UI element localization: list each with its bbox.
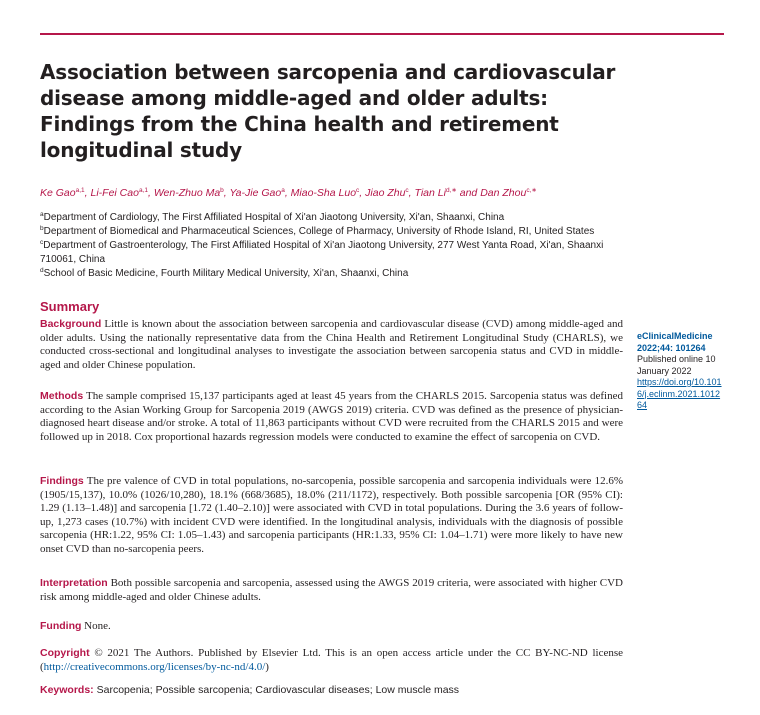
journal-volume: 2022;44: 101264 [637,342,706,353]
affiliation: $^c$Department of Gastroenterology, The First Affiliated Hospital of Xi'an Jiaotong University, 277 West Yanta Road, Xi'an, Shaanxi 710061, China [40,238,604,265]
header-rule [40,33,724,35]
copyright-text-end: ) [265,660,269,673]
author-affiliation-marker: c [356,187,360,194]
findings-label: Findings [40,475,84,487]
license-link[interactable]: http://creativecommons.org/licenses/by-nc-nd/4.0/ [43,660,266,673]
author-affiliation-marker: a,1 [75,187,85,194]
author-name[interactable]: Tian Li [414,187,446,199]
affiliation: $^a$Department of Cardiology, The First Affiliated Hospital of Xi'an Jiaotong University, Xi'an, Shaanxi, China [40,211,505,223]
author-name[interactable]: Ke Gao [40,187,76,199]
author-name[interactable]: Jiao Zhu [365,187,406,199]
findings-paragraph [40,475,623,557]
author-name[interactable]: Ya-Jie Gao [229,187,282,199]
funding-paragraph [40,620,623,634]
methods-label: Methods [40,390,84,402]
keywords-label: Keywords: [40,684,94,696]
interpretation-paragraph [40,577,623,604]
methods-text: The sample comprised 15,137 participants aged at least 45 years from the CHARLS 2015. Sarcopenia status was defined according to the Asian Working Group for Sarcopenia 2019 (AWGS 2019) criteria. CVD was defined as the presence of physician-diagnosed heart disease and/or stroke. A total of 11,863 participants without CVD were recruited from the CHARLS 2015 and were followed up in 2018. Cox proportional hazards regression models were conducted to examine the effect of sarcopenia on CVD. [40,390,623,443]
author-name[interactable]: Miao-Sha Luo [290,187,357,199]
funding-label: Funding [40,620,82,632]
author-separator: , [408,187,415,199]
author-list [40,186,660,200]
affiliation: $^b$Department of Biomedical and Pharmaceutical Sciences, College of Pharmacy, University of Rhode Island, RI, United States [40,224,595,237]
affiliation: $^d$School of Basic Medicine, Fourth Military Medical University, Xi'an, Shaanxi, China [40,266,409,279]
summary-heading: Summary [40,299,100,314]
journal-sidebar [637,331,725,412]
article-title: Association between sarcopenia and cardiovascular disease among middle-aged and older adults: Findings from the China health and retirement longitudinal study [40,60,616,162]
journal-name[interactable]: eClinicalMedicine [637,331,713,341]
author-affiliation-marker: a [281,187,285,194]
keywords [40,684,640,696]
affiliation-list [40,211,640,281]
author-affiliation-marker: c,∗ [526,187,537,194]
author-affiliation-marker: a,1 [138,187,148,194]
interpretation-text: Both possible sarcopenia and sarcopenia, assessed using the AWGS 2019 criteria, were associated with higher CVD risk among middle-aged and older Chinese adults. [40,577,624,603]
author-separator: , [359,187,366,199]
background-text: Little is known about the association between sarcopenia and cardiovascular disease (CVD) among middle-aged and older adults. Using the nationally representative data from the China Health and Retirement Longitudinal Study (CHARLS), we conducted cross-sectional and longitudinal analyses to investigate the association between sarcopenia status and CVD in middle-aged and older Chinese population. [40,318,623,371]
copyright-text: © 2021 The Authors. Published by Elsevier Ltd. This is an open access article under the CC BY-NC-ND license ( [40,647,624,673]
author-separator: , [147,187,154,199]
funding-text: None. [84,620,111,632]
author-separator: and [456,187,481,199]
author-name[interactable]: Dan Zhou [480,187,527,199]
background-paragraph [40,318,623,372]
copyright-label: Copyright [40,647,90,659]
findings-text: The pre valence of CVD in total populations, no-sarcopenia, possible sarcopenia and sarcopenia individuals were 12.6% (1905/15,137), 10.0% (1026/10,280), 18.1% (668/3685), 18.0% (211/1172), respectively. Both possible sarcopenia [OR (95% CI): 1.29 (1.13–1.48)] and sarcopenia [1.72 (1.40–2.10)] were associated with CVD in total populations. During the 3.6 years of follow-up, 1,273 cases (10.7%) with incident CVD were identified. In the longitudinal analysis, individuals with the diagnosis of possible sarcopenia (HR:1.22, 95% CI: 1.05–1.43) and sarcopenia participants (HR:1.33, 95% CI: 1.04–1.71) were more likely to have new onset CVD than no-sarcopenia peers. [40,475,623,555]
copyright-paragraph [40,647,623,674]
doi-link[interactable]: https://doi.org/10.1016/j.eclinm.2021.101264 [637,377,722,410]
author-name[interactable]: Li-Fei Cao [90,187,139,199]
publication-date: Published online 10 January 2022 [637,354,716,376]
author-separator: , [84,187,91,199]
author-affiliation-marker: c [405,187,409,194]
author-affiliation-marker: b [220,187,224,194]
methods-paragraph [40,390,623,444]
author-separator: , [284,187,291,199]
keywords-text: Sarcopenia; Possible sarcopenia; Cardiovascular diseases; Low muscle mass [96,684,460,696]
author-name[interactable]: Wen-Zhuo Ma [153,187,221,199]
author-separator: , [223,187,230,199]
background-label: Background [40,318,102,330]
author-affiliation-marker: d,∗ [445,187,457,194]
interpretation-label: Interpretation [40,577,108,589]
